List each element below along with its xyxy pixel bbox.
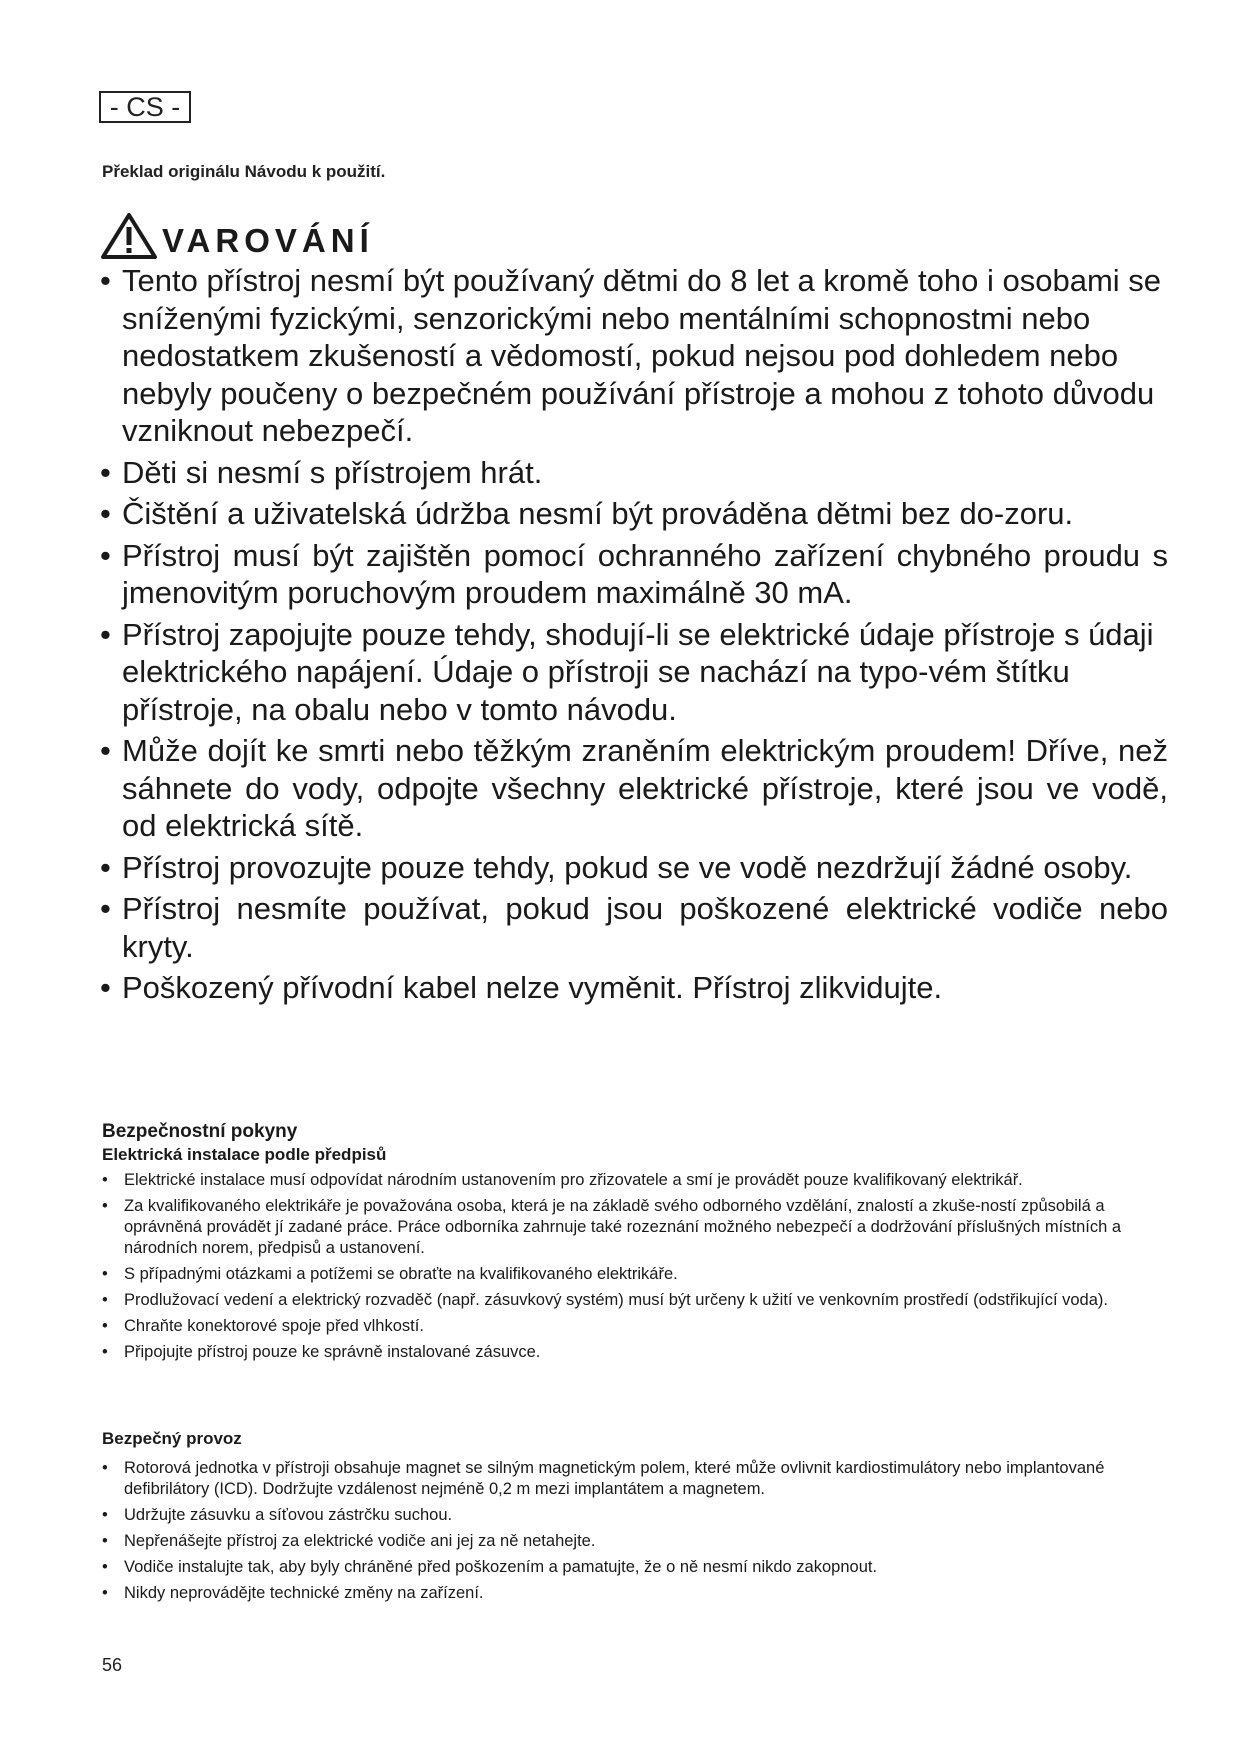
list-item: • Přístroj zapojujte pouze tehdy, shodují-li se elektrické údaje přístroje s údaji elektrického napájení. Údaje o přístroji se nachází na typo-vém štítku přístroje, na obalu nebo v tomto návodu. bbox=[100, 616, 1154, 727]
list-item: • Přístroj musí být zajištěn pomocí ochranného zařízení chybného proudu s jmenovitým poruchovým proudem maximálně 30 mA. bbox=[100, 537, 1168, 610]
list-item: • Děti si nesmí s přístrojem hrát. bbox=[100, 454, 543, 490]
warning-heading bbox=[100, 210, 374, 260]
list-item: • Přístroj provozujte pouze tehdy, pokud se ve vodě nezdržují žádné osoby. bbox=[100, 849, 1133, 885]
list-item: • Přístroj nesmíte používat, pokud jsou poškozené elektrické vodiče nebo kryty. bbox=[100, 891, 1168, 964]
operation-list bbox=[102, 1458, 1142, 1604]
list-item: • Čištění a uživatelská údržba nesmí být prováděna dětmi bez do-zoru. bbox=[100, 496, 1074, 531]
electrical-title: Elektrická instalace podle předpisů bbox=[102, 1145, 387, 1164]
translation-note: Překlad originálu Návodu k použití. bbox=[102, 162, 386, 181]
list-item: • Tento přístroj nesmí být používaný dětmi do 8 let a kromě toho i osobami se sníženými fyzickými, senzorickými nebo mentálními schopnostmi nebo nedostatkem zkušeností a vědomostí, pokud nejsou pod dohledem nebo nebyly poučeny o bezpečném používání přístroje a mohou z tohoto důvodu vzniknout nebezpečí. bbox=[100, 263, 1162, 448]
warning-list bbox=[100, 262, 1168, 1011]
list-item: • Za kvalifikovaného elektrikáře je považována osoba, která je na základě svého odborného vzdělání, znalostí a zkuše-ností způsobilá a oprávněná provádět jí zadané práce. Práce odborníka zahrnuje také rozeznání možného nebezpečí a dodržování příslušných místních a národních norem, předpisů a ustanovení. bbox=[102, 1197, 1122, 1257]
warning-title: VAROVÁNÍ bbox=[162, 222, 374, 259]
list-item: • Poškozený přívodní kabel nelze vyměnit. Přístroj zlikvidujte. bbox=[100, 970, 943, 1005]
warning-triangle-icon bbox=[100, 212, 158, 260]
list-item: • Rotorová jednotka v přístroji obsahuje magnet se silným magnetickým polem, které může ovlivnit kardiostimulátory nebo implantované defibrilátory (ICD). Dodržujte vzdálenost nejméně 0,2 m mezi implantátem a magnetem. bbox=[102, 1459, 1105, 1498]
list-item: • Elektrické instalace musí odpovídat národním ustanovením pro zřizovatele a smí je provádět pouze kvalifikovaný elektrikář. bbox=[102, 1171, 1023, 1189]
language-tag: - CS - bbox=[99, 91, 191, 123]
operation-section bbox=[102, 1428, 1142, 1609]
list-item: • Připojujte přístroj pouze ke správně instalované zásuvce. bbox=[102, 1343, 541, 1361]
safety-title: Bezpečnostní pokyny bbox=[102, 1121, 298, 1142]
list-item: • Může dojít ke smrti nebo těžkým zraněním elektrickým proudem! Dříve, než sáhnete do vody, odpojte všechny elektrické přístroje, které jsou ve vodě, od elektrická sítě. bbox=[100, 733, 1168, 843]
safety-section bbox=[102, 1120, 1142, 1368]
list-item: • Nikdy neprovádějte technické změny na zařízení. bbox=[102, 1584, 484, 1602]
electrical-list bbox=[102, 1170, 1142, 1363]
list-item: • Prodlužovací vedení a elektrický rozvaděč (např. zásuvkový systém) musí být určeny k užití ve venkovním prostředí (odstřikující voda). bbox=[102, 1291, 1108, 1309]
list-item: • Udržujte zásuvku a síťovou zástrčku suchou. bbox=[102, 1506, 453, 1524]
operation-title: Bezpečný provoz bbox=[102, 1429, 242, 1448]
list-item: • Nepřenášejte přístroj za elektrické vodiče ani jej za ně netahejte. bbox=[102, 1532, 596, 1550]
page-number: 56 bbox=[102, 1655, 123, 1675]
list-item: • S případnými otázkami a potížemi se obraťte na kvalifikovaného elektrikáře. bbox=[102, 1265, 678, 1283]
list-item: • Vodiče instalujte tak, aby byly chráněné před poškozením a pamatujte, že o ně nesmí nikdo zakopnout. bbox=[102, 1558, 878, 1576]
list-item: • Chraňte konektorové spoje před vlhkostí. bbox=[102, 1317, 424, 1335]
